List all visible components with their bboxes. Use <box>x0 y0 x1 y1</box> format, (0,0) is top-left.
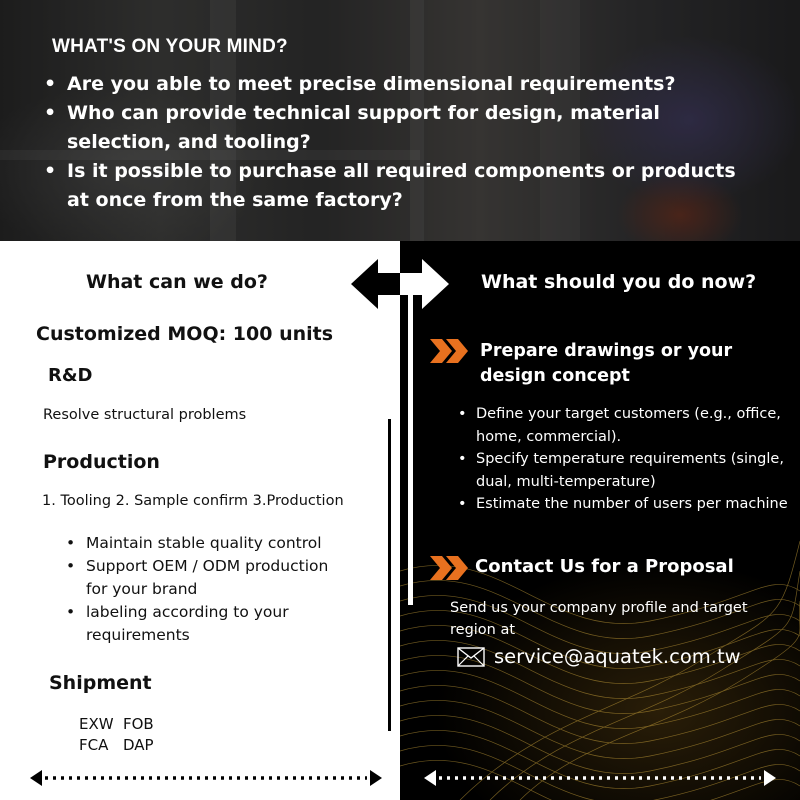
shipment-terms <box>79 715 163 754</box>
section1-title: Prepare drawings or your design concept <box>480 341 733 386</box>
double-chevron-icon <box>430 556 470 580</box>
shipment-term: FOB <box>123 715 154 733</box>
dotted-double-arrow-icon <box>424 768 776 788</box>
what-to-do-panel <box>400 241 800 800</box>
email-address[interactable]: service@aquatek.com.tw <box>494 645 741 668</box>
shipment-title: Shipment <box>49 672 152 694</box>
production-list <box>64 532 354 647</box>
question-item: • Are you able to meet precise dimensional requirements? <box>44 70 764 99</box>
shipment-term: FCA <box>79 736 109 754</box>
question-item: • Who can provide technical support for design, material selection, and tooling? <box>44 99 764 157</box>
production-item: • Maintain stable quality control <box>64 532 354 555</box>
moq-label: Customized MOQ: 100 units <box>36 323 334 345</box>
divider-line <box>408 281 413 605</box>
section1-list <box>454 403 794 516</box>
gold-wave-decoration <box>400 241 800 800</box>
double-chevron-icon <box>430 339 470 363</box>
dotted-double-arrow-icon <box>30 768 382 788</box>
double-arrow-icon <box>351 259 449 309</box>
shipment-term: EXW <box>79 715 114 733</box>
section1-item: • Estimate the number of users per machine <box>454 493 794 516</box>
shipment-term: DAP <box>123 736 154 754</box>
production-steps: 1. Tooling 2. Sample confirm 3.Production <box>42 493 344 509</box>
envelope-icon <box>457 647 485 667</box>
right-heading: What should you do now? <box>481 271 757 293</box>
section2-title: Contact Us for a Proposal <box>475 556 734 577</box>
rd-text: Resolve structural problems <box>43 407 247 423</box>
question-item: • Is it possible to purchase all required components or products at once from the same factory? <box>44 157 764 215</box>
production-item: • Support OEM / ODM production for your brand <box>64 555 354 601</box>
left-heading: What can we do? <box>86 271 268 293</box>
production-title: Production <box>43 451 160 473</box>
hero-banner <box>0 0 800 241</box>
send-text: Send us your company profile and target region at <box>450 600 748 638</box>
divider-line <box>388 419 391 731</box>
section1-item: • Specify temperature requirements (single, dual, multi-temperature) <box>454 448 794 493</box>
question-list <box>44 70 764 215</box>
rd-title: R&D <box>48 365 93 386</box>
banner-title: WHAT'S ON YOUR MIND? <box>52 36 288 57</box>
what-we-do-panel <box>0 241 400 800</box>
section1-item: • Define your target customers (e.g., office, home, commercial). <box>454 403 794 448</box>
email-link[interactable] <box>457 645 741 668</box>
production-item: • labeling according to your requirements <box>64 601 354 647</box>
